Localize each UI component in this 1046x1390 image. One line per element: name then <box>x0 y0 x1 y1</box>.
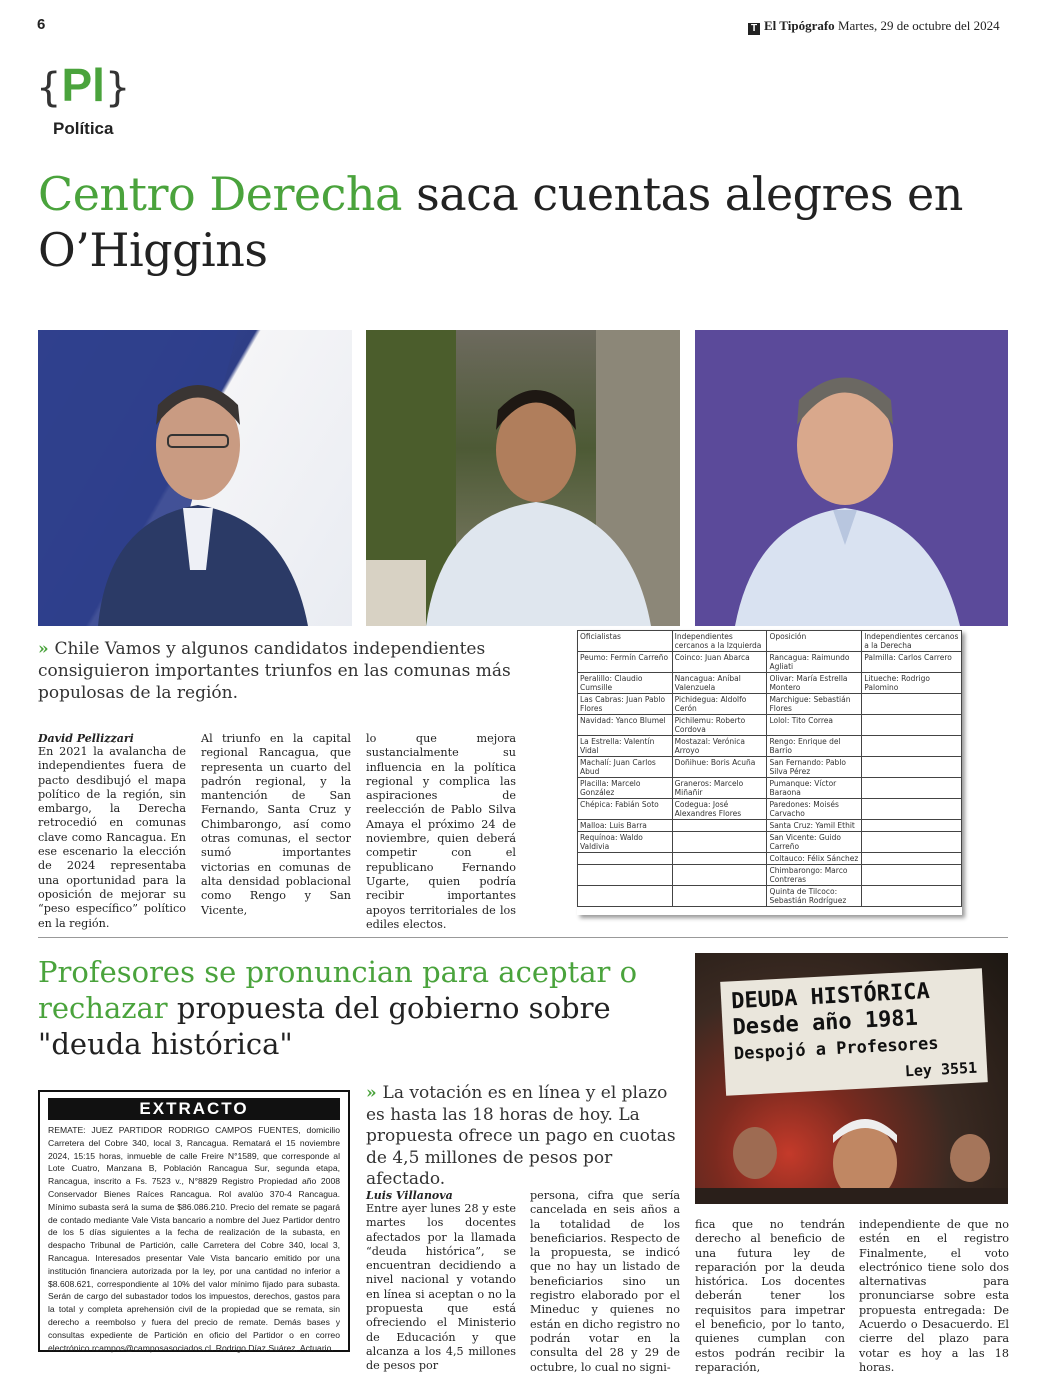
article1-text-1: En 2021 la avalancha de independientes fuera de pacto desdibujó el mapa político de la región, sin embargo, la Derecha retrocedió en comunas clave como Rancagua. En ese escenario la elección de 2024 representaba una oportunidad para la oposición de mejorar su “peso específico” político en la región. <box>38 745 186 930</box>
results-cell: San Vicente: Guido Carreño <box>767 832 862 853</box>
portrait-illustration <box>695 330 1008 626</box>
article2-headline-rest: propuesta del gobierno sobre "deuda histórica" <box>38 991 611 1061</box>
article1-headline-rest: saca cuentas alegres en O’Higgins <box>38 167 963 277</box>
portrait-illustration <box>366 330 680 626</box>
article2-deck <box>366 1083 686 1191</box>
legal-notice-text: REMATE: JUEZ PARTIDOR RODRIGO CAMPOS FUENTES, domicilio Carretera del Cobre 340, local 3, Rancagua. Rematará el 15 noviembre 2024, 15:15 horas, inmueble de calle Freire N°1589, que corresponde al Lote Cuatro, Manzana B, Población Rancagua Sur, segunda etapa, Rancagua, inscrito a Fs. 7523 v., N°8829 Registro Propiedad año 2008 Conservador Bienes Raíces Rancagua. Rol avalúo 370-4 Rancagua. Mínimo subasta será la suma de $86.086.210. Precio del remate se pagará de contado mediante Vale Vista bancario a nombre del Juez Partidor dentro de los 5 días siguientes a la fecha de realización de la subasta, en despacho Tribunal de Partición, calle Carretera del Cobre 340, local 3, Rancagua. Interesados presentar Vale Vista bancario emitido por una institución financiera autorizada por la ley, por una cantidad no inferior a $8.608.621, correspondiente al 10% del valor mínimo fijado para subasta. Serán de cargo del subastador todos los impuestos, derechos, gastos para la total y completa aprehensión civil de la propiedad que se remata, sin derecho a reembolso y fuera del precio de remate. Demás bases y consultas expediente de Partición en oficio del Partidor o en correo electrónico rcampos@camposasociados.cl. Rodrigo Díaz Suárez. Actuario. <box>48 1125 340 1353</box>
results-cell: Coinco: Juan Abarca <box>672 652 767 673</box>
article2-column-2: persona, cifra que sería cancelada en seis años a la totalidad de los beneficiarios. Respecto de la propuesta, se indicó que no hay un listado de beneficiarios sino un registro elaborado por el Mineduc y quienes no están en dicho registro no podrán votar en la consulta del 28 y 29 de octubre, lo cual no signi- <box>530 1189 680 1374</box>
page-number: 6 <box>37 16 46 33</box>
article1-column-1 <box>38 732 186 931</box>
brace-open: { <box>36 65 62 111</box>
results-header-cell: Independientes cercanos a la Izquierda <box>672 631 767 652</box>
table-row <box>578 820 962 832</box>
photo-politician-2 <box>366 330 680 626</box>
photo-politician-1 <box>38 330 352 626</box>
results-cell: Marchigue: Sebastián Flores <box>767 694 862 715</box>
table-row <box>578 757 962 778</box>
results-cell <box>862 853 962 865</box>
newspaper-name: El Tipógrafo <box>764 18 835 33</box>
table-row <box>578 715 962 736</box>
results-header-cell: Oficialistas <box>578 631 673 652</box>
article1-headline <box>38 166 1018 278</box>
table-row <box>578 886 962 907</box>
results-cell: Santa Cruz: Yamil Ethit <box>767 820 862 832</box>
results-cell: Placilla: Marcelo González <box>578 778 673 799</box>
results-cell: Rengo: Enrique del Barrio <box>767 736 862 757</box>
results-cell: Nancagua: Aníbal Valenzuela <box>672 673 767 694</box>
table-row <box>578 865 962 886</box>
results-cell: Quinta de Tilcoco: Sebastián Rodríguez <box>767 886 862 907</box>
article2-column-4: independiente de que no estén en el registro Finalmente, el voto electrónico tiene solo dos alternativas para pronunciarse sobre esta propuesta entregada: De Acuerdo o Desacuerdo. El cierre del plazo para votar es hoy a las 18 horas. <box>859 1218 1009 1374</box>
results-cell <box>862 820 962 832</box>
results-cell: Olivar: María Estrella Montero <box>767 673 862 694</box>
results-cell <box>578 853 673 865</box>
results-cell <box>862 799 962 820</box>
results-table-header <box>578 631 962 652</box>
article1-deck-text: Chile Vamos y algunos candidatos independientes consiguieron importantes triunfos en las comunas más populosas de la región. <box>38 639 511 703</box>
results-cell <box>862 715 962 736</box>
table-row <box>578 799 962 820</box>
masthead <box>748 18 1000 35</box>
protest-sign <box>720 968 988 1096</box>
results-cell: Las Cabras: Juan Pablo Flores <box>578 694 673 715</box>
results-cell: Chépica: Fabián Soto <box>578 799 673 820</box>
results-cell: Pichilemu: Roberto Cordova <box>672 715 767 736</box>
results-cell: Lolol: Tito Correa <box>767 715 862 736</box>
table-row <box>578 652 962 673</box>
results-cell: Litueche: Rodrigo Palomino <box>862 673 962 694</box>
article2-text-1: Entre ayer lunes 28 y este martes los docentes afectados por la llamada “deuda histórica”, se encuentran decidiendo a nivel nacional y votando en línea si aceptan o no la propuesta que está ofreciendo el Ministerio de Educación y que alcanza a los 4,5 millones de pesos por <box>366 1202 516 1373</box>
results-cell: San Fernando: Pablo Silva Pérez <box>767 757 862 778</box>
newspaper-logo-icon: T <box>748 23 760 35</box>
article2-deck-text: La votación es en línea y el plazo es hasta las 18 horas de hoy. La propuesta ofrece un pago en cuotas de 4,5 millones de pesos por afectado. <box>366 1083 676 1189</box>
article2-headline <box>38 954 638 1062</box>
table-row <box>578 832 962 853</box>
article1-headline-highlight: Centro Derecha <box>38 167 402 221</box>
section-label: Política <box>53 119 114 138</box>
results-cell: Graneros: Marcelo Miñañir <box>672 778 767 799</box>
table-row <box>578 673 962 694</box>
results-cell: Chimbarongo: Marco Contreras <box>767 865 862 886</box>
results-cell: Peralillo: Claudio Cumsille <box>578 673 673 694</box>
article2-byline: Luis Villanova <box>366 1189 453 1202</box>
chevron-right-icon: » <box>366 1083 383 1103</box>
results-cell: Palmilla: Carlos Carrero <box>862 652 962 673</box>
results-cell: Navidad: Yanco Blumel <box>578 715 673 736</box>
article1-column-2: Al triunfo en la capital regional Rancagua, que representa un cuarto del padrón regional, y la mantención de San Fernando, Santa Cruz y Chimbarongo, así como otras comunas, el sector sumó importantes victorias en comunas de alta densidad poblacional como Rengo y San Vicente, <box>201 732 351 917</box>
issue-date: Martes, 29 de octubre del 2024 <box>837 18 1000 33</box>
article2-column-1 <box>366 1189 516 1374</box>
results-cell <box>672 820 767 832</box>
photo-politician-3 <box>695 330 1008 626</box>
results-cell <box>862 757 962 778</box>
table-row <box>578 736 962 757</box>
results-cell: Machalí: Juan Carlos Abud <box>578 757 673 778</box>
portrait-illustration <box>38 330 352 626</box>
results-cell <box>862 865 962 886</box>
results-cell: Peumo: Fermín Carreño <box>578 652 673 673</box>
results-header-cell: Independientes cercanos a la Derecha <box>862 631 962 652</box>
results-cell: Pumanque: Víctor Baraona <box>767 778 862 799</box>
results-header-cell: Oposición <box>767 631 862 652</box>
results-cell <box>672 853 767 865</box>
results-cell: La Estrella: Valentín Vidal <box>578 736 673 757</box>
article2-column-3: fica que no tendrán derecho al beneficio de una futura ley de reparación por la deuda histórica. Los docentes deberán tener los requisitos para impetrar el beneficio, por lo tanto, quienes cumplan con estos podrán recibir la reparación, <box>695 1218 845 1374</box>
article1-byline: David Pellizzari <box>38 732 134 745</box>
results-table-box <box>577 630 962 915</box>
photo-protest <box>695 953 1008 1204</box>
section-abbr: Pl <box>61 59 105 111</box>
results-cell <box>672 832 767 853</box>
results-table <box>577 630 962 907</box>
results-cell <box>862 832 962 853</box>
sign-line-4: Ley 3551 <box>904 1058 978 1081</box>
article1-column-3: lo que mejora sustancialmente su influencia en la política regional y complica las aspiraciones de reelección de Pablo Silva Amaya el próximo 24 de noviembre, quien deberá competir con el republicano Fernando Ugarte, quien podría recibir importantes apoyos territoriales de los ediles electos. <box>366 732 516 931</box>
results-cell: Coltauco: Félix Sánchez <box>767 853 862 865</box>
results-cell <box>672 865 767 886</box>
sign-line-2: Desde año 1981 <box>731 1005 919 1041</box>
table-row <box>578 778 962 799</box>
brace-close: } <box>104 65 131 111</box>
legal-notice-box <box>38 1090 350 1352</box>
results-cell <box>862 886 962 907</box>
results-cell: Doñihue: Boris Acuña <box>672 757 767 778</box>
results-cell: Pichidegua: Aldolfo Cerón <box>672 694 767 715</box>
sign-line-3: Despojó a Profesores <box>733 1033 939 1065</box>
results-cell <box>578 886 673 907</box>
section-divider <box>38 937 1008 938</box>
table-row <box>578 853 962 865</box>
sign-line-1: DEUDA HISTÓRICA <box>730 979 931 1015</box>
article2-headline-highlight: Profesores se pronuncian para aceptar o rechazar <box>38 955 638 1025</box>
results-cell <box>578 865 673 886</box>
legal-notice-title: EXTRACTO <box>48 1098 340 1120</box>
section-logo <box>36 58 130 112</box>
results-cell: Codegua: José Alexandres Flores <box>672 799 767 820</box>
results-cell <box>862 736 962 757</box>
chevron-right-icon: » <box>38 639 55 659</box>
results-cell: Requínoa: Waldo Valdivia <box>578 832 673 853</box>
results-cell: Paredones: Moisés Carvacho <box>767 799 862 820</box>
results-cell: Rancagua: Raimundo Agliati <box>767 652 862 673</box>
article1-deck <box>38 638 548 704</box>
table-row <box>578 694 962 715</box>
results-cell <box>862 778 962 799</box>
results-cell: Malloa: Luis Barra <box>578 820 673 832</box>
results-cell: Mostazal: Verónica Arroyo <box>672 736 767 757</box>
results-cell <box>862 694 962 715</box>
results-cell <box>672 886 767 907</box>
